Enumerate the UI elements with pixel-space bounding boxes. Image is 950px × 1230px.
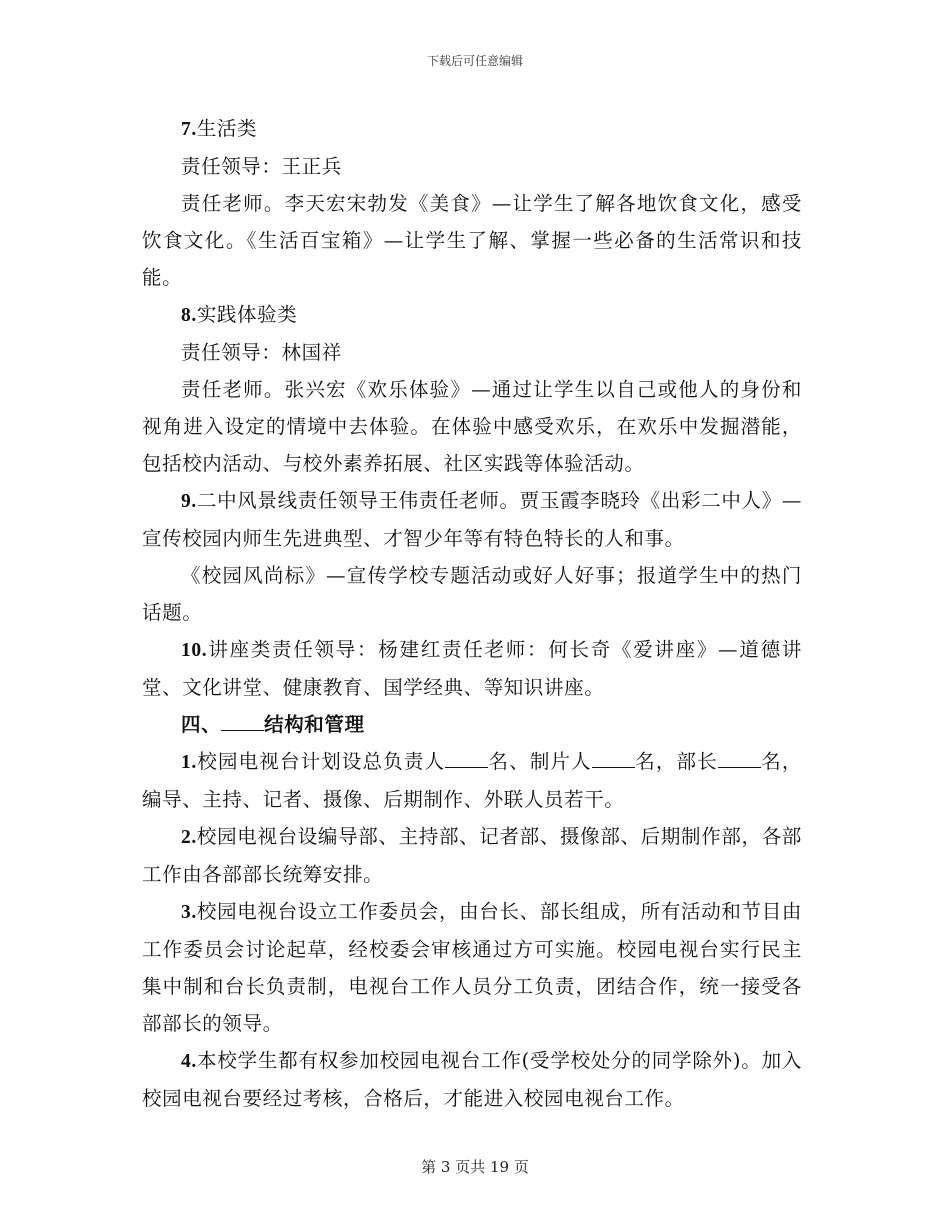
fill-blank [592, 749, 635, 768]
section-title: 生活类 [196, 117, 258, 140]
item-4-paragraph [142, 1042, 802, 1117]
fill-blank [718, 749, 761, 768]
section-8-heading [142, 296, 802, 334]
heading-structure-management [142, 706, 802, 743]
item-text-d: 名，编导、主持、记者、摄像、后期制作、外联人员若干。 [142, 750, 803, 811]
item-number: 2. [181, 827, 197, 848]
item-2-paragraph [142, 818, 802, 893]
section-7-heading [142, 110, 802, 148]
section-7-leader: 责任领导：王正兵 [181, 155, 342, 178]
heading-text: 结构和管理 [264, 713, 365, 736]
section-number: 10. [181, 640, 208, 661]
item-text-b: 名、制片人 [488, 750, 592, 773]
page-footer: 第 3 页共 19 页 [421, 1158, 529, 1176]
item-3-paragraph [142, 893, 802, 1042]
section-9-paragraph-2: 《校园风尚标》—宣传学校专题活动或好人好事；报道学生中的热门话题。 [142, 564, 802, 624]
item-number: 3. [181, 902, 197, 923]
section-number: 8. [181, 305, 197, 326]
item-text: 校园电视台设编导部、主持部、记者部、摄像部、后期制作部，各部工作由各部部长统筹安排。 [142, 825, 802, 886]
item-text: 本校学生都有权参加校园电视台工作(受学校处分的同学除外)。加入校园电视台要经过考核，合格后，才能进入校园电视台工作。 [142, 1049, 802, 1110]
fill-blank [221, 712, 264, 731]
section-text: 讲座类责任领导：杨建红责任老师：何长奇《爱讲座》—道德讲堂、文化讲堂、健康教育、国学经典、等知识讲座。 [142, 638, 802, 699]
section-text: 二中风景线责任领导王伟责任老师。贾玉霞李晓玲《出彩二中人》—宣传校园内师生先进典型、才智少年等有特色特长的人和事。 [142, 489, 802, 550]
heading-prefix: 四、 [181, 713, 222, 736]
item-text: 校园电视台设立工作委员会，由台长、部长组成，所有活动和节目由工作委员会讨论起草，经校委会审核通过方可实施。校园电视台实行民主集中制和台长负责制，电视台工作人员分工负责，团结合作，统一接受各部部长的领导。 [142, 900, 802, 1035]
section-8-teacher: 责任老师。张兴宏《欢乐体验》—通过让学生以自己或他人的身份和视角进入设定的情境中去体验。在体验中感受欢乐，在欢乐中发掘潜能，包括校内活动、与校外素养拓展、社区实践等体验活动。 [142, 378, 802, 475]
section-7-teacher: 责任老师。李天宏宋勃发《美食》—让学生了解各地饮食文化，感受饮食文化。《生活百宝箱》—让学生了解、掌握一些必备的生活常识和技能。 [142, 192, 802, 289]
item-text-c: 名，部长 [634, 750, 718, 773]
section-number: 7. [181, 119, 197, 140]
item-number: 4. [181, 1051, 197, 1072]
section-8-leader: 责任领导：林国祥 [181, 341, 342, 364]
section-9-paragraph [142, 482, 802, 557]
section-10-paragraph [142, 631, 802, 706]
item-1-paragraph [142, 743, 802, 818]
fill-blank [445, 749, 488, 768]
item-text-a: 校园电视台计划设总负责人 [196, 750, 446, 773]
page-header: 下载后可任意编辑 [426, 54, 523, 68]
item-number: 1. [181, 752, 197, 773]
section-title: 实践体验类 [196, 303, 298, 326]
section-number: 9. [181, 491, 197, 512]
document-body [142, 110, 802, 1117]
